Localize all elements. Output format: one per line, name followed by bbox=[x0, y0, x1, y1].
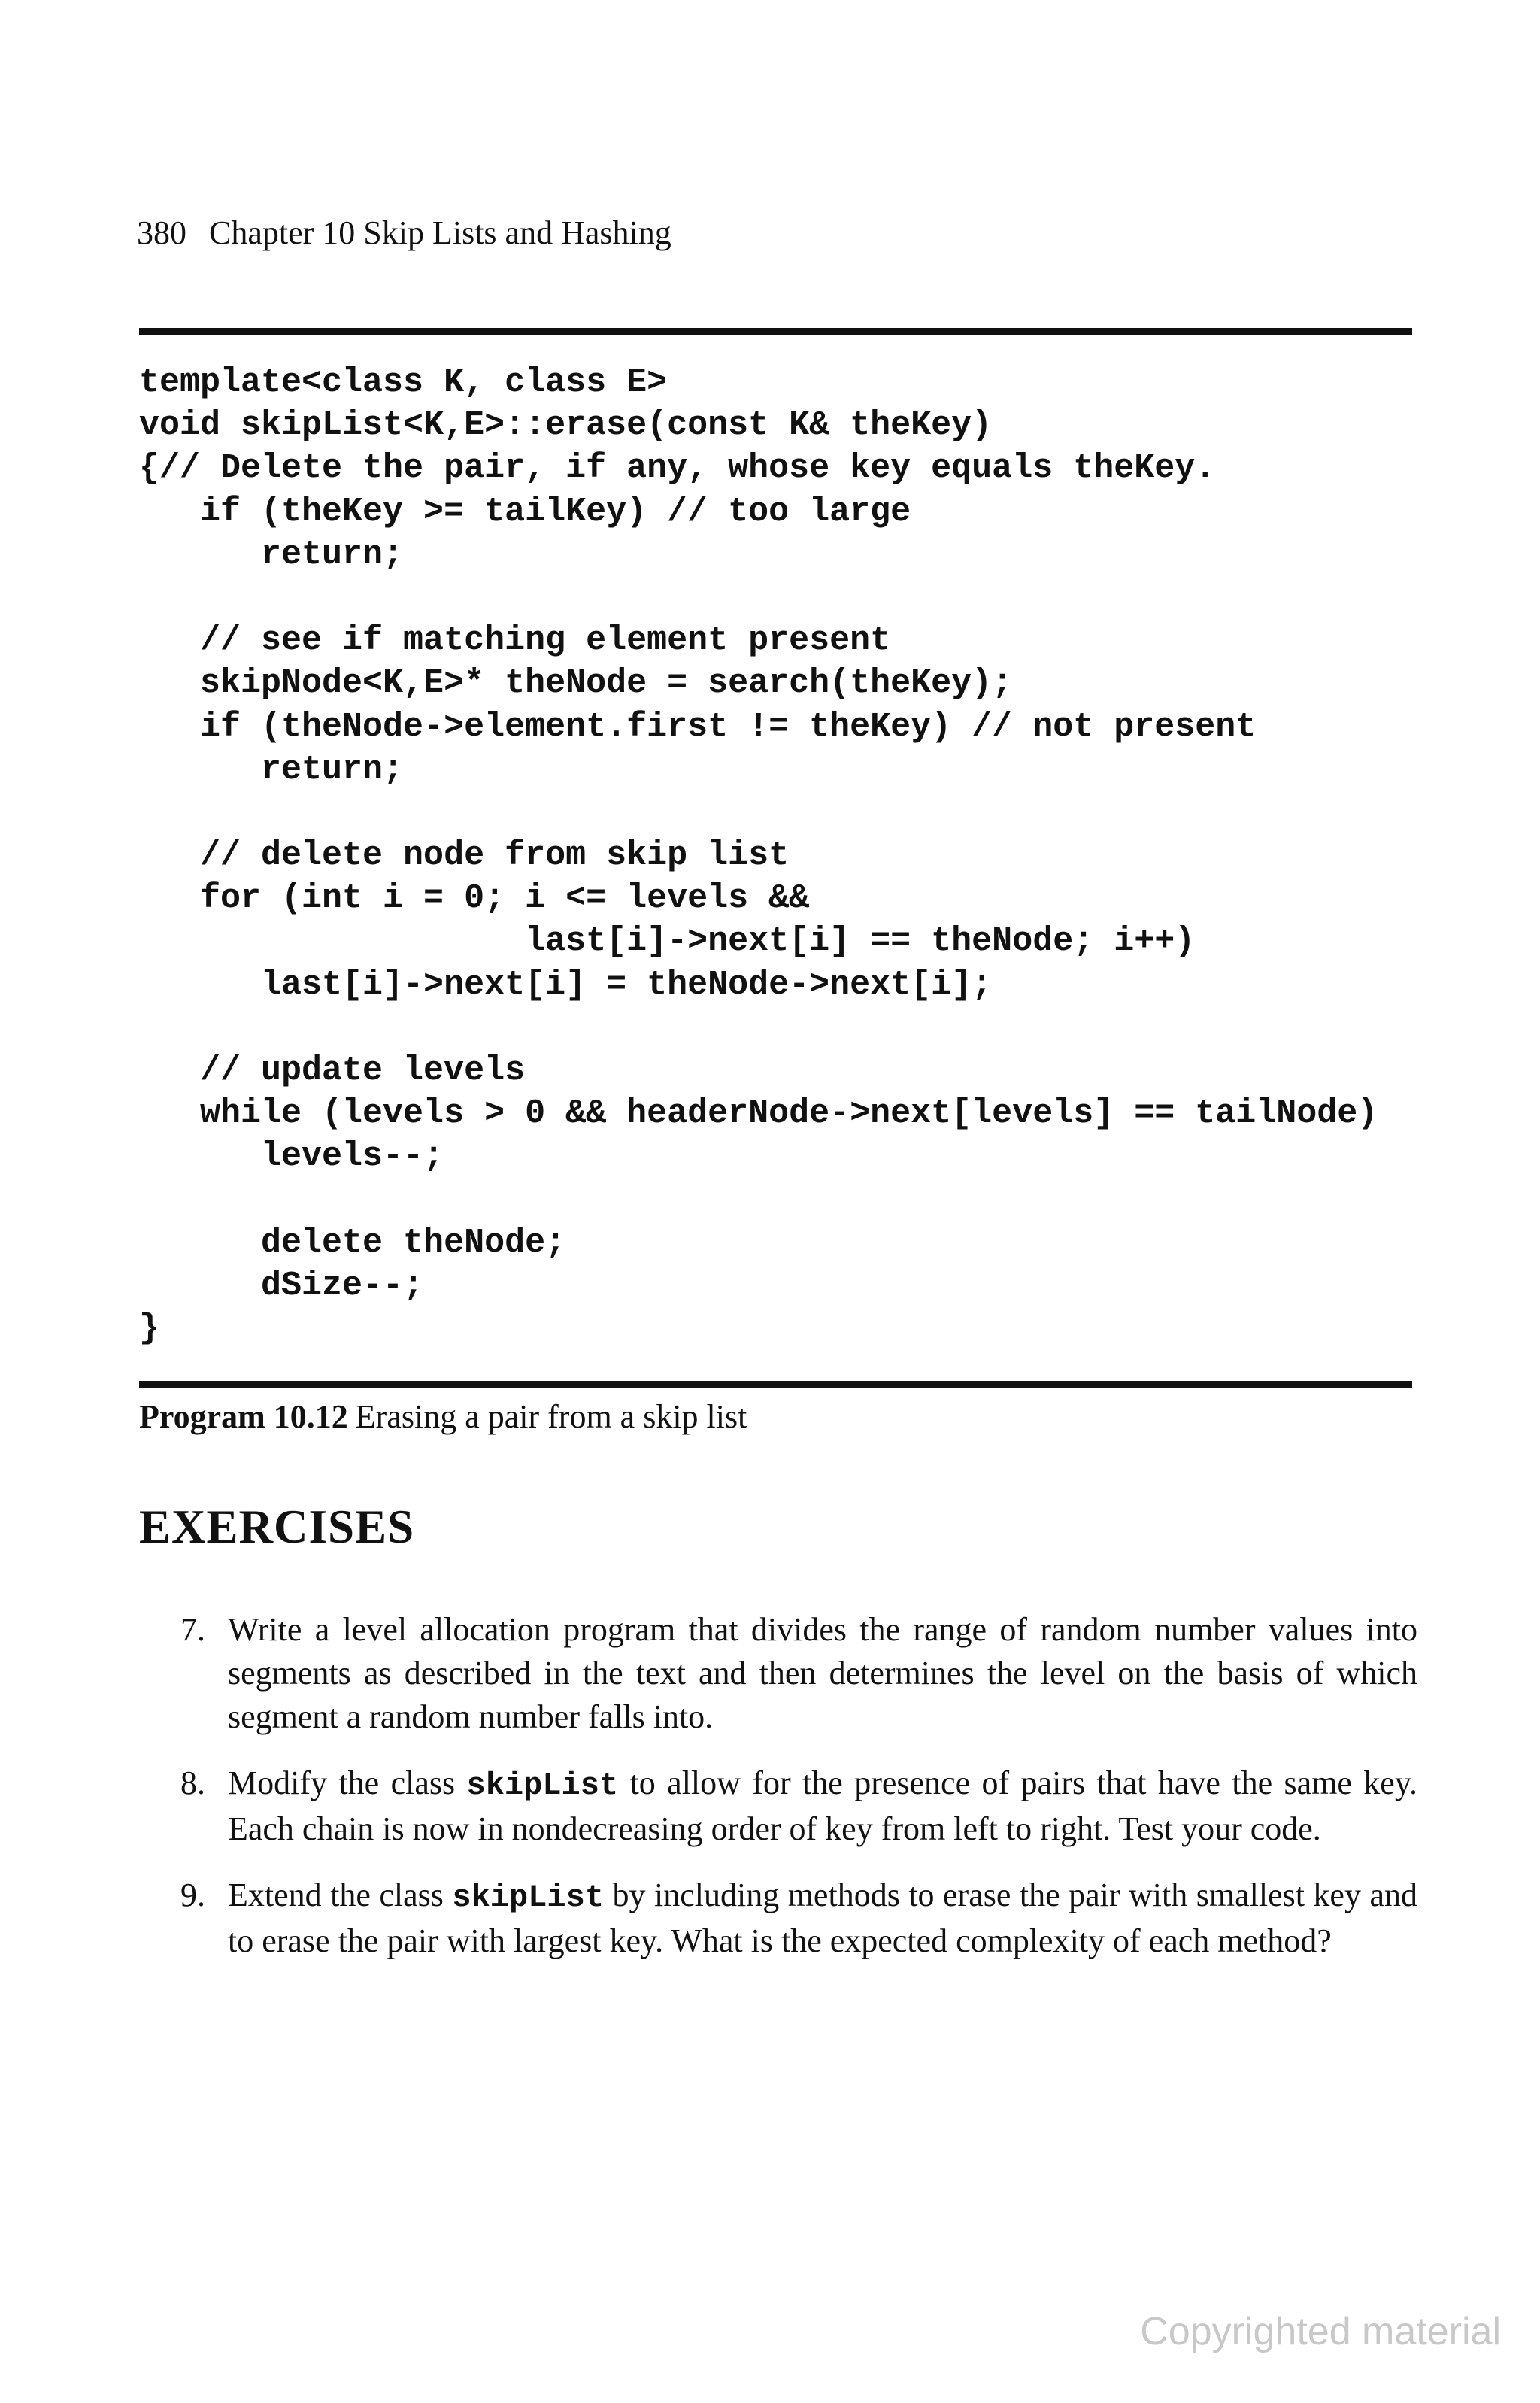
class-name-code: skipList bbox=[466, 1767, 619, 1804]
program-caption bbox=[139, 1394, 747, 1440]
bottom-rule bbox=[139, 1381, 1412, 1388]
code-line: return; bbox=[139, 750, 404, 789]
exercise-number: 9. bbox=[180, 1877, 205, 1913]
code-line: if (theNode->element.first != theKey) // not present bbox=[139, 707, 1257, 746]
code-line: delete theNode; bbox=[139, 1223, 566, 1262]
code-line: void skipList<K,E>::erase(const K& theKey) bbox=[139, 406, 993, 445]
code-line: skipNode<K,E>* theNode = search(theKey); bbox=[139, 664, 1013, 703]
code-line: // see if matching element present bbox=[139, 621, 891, 660]
exercise-text-before: Extend the class bbox=[228, 1877, 453, 1913]
exercise-7 bbox=[169, 1608, 1417, 1739]
section-title: EXERCISES bbox=[139, 1500, 415, 1553]
code-line: } bbox=[139, 1309, 160, 1349]
exercise-text-after: to allow for the presence of pairs that have the same key. Each chain is now in nondecreasing order of key from left to right. Test your code. bbox=[228, 1764, 1417, 1847]
exercise-9 bbox=[169, 1874, 1417, 1963]
code-line: levels--; bbox=[139, 1137, 444, 1176]
exercise-text: Write a level allocation program that divides the range of random number values into segments as described in the text and then determines the level on the basis of which segment a random number falls into. bbox=[228, 1611, 1417, 1735]
code-line bbox=[139, 1006, 1378, 1049]
code-line: last[i]->next[i] == theNode; i++) bbox=[139, 922, 1196, 961]
code-line bbox=[139, 576, 1378, 619]
running-title: Chapter 10 Skip Lists and Hashing bbox=[209, 214, 671, 251]
code-line bbox=[139, 791, 1378, 834]
code-line: dSize--; bbox=[139, 1266, 424, 1305]
exercise-text-after: by including methods to erase the pair with smallest key and to erase the pair with largest key. What is the expected complexity of each method? bbox=[228, 1877, 1417, 1959]
page-number: 380 bbox=[137, 214, 186, 251]
exercise-8 bbox=[169, 1761, 1417, 1851]
code-line: if (theKey >= tailKey) // too large bbox=[139, 492, 911, 531]
code-line: {// Delete the pair, if any, whose key equals theKey. bbox=[139, 449, 1216, 488]
code-line: while (levels > 0 && headerNode->next[levels] == tailNode) bbox=[139, 1094, 1378, 1133]
exercise-number: 8. bbox=[180, 1764, 205, 1801]
running-header bbox=[137, 212, 671, 254]
code-line: // update levels bbox=[139, 1051, 526, 1090]
code-listing bbox=[139, 361, 1378, 1350]
exercise-list bbox=[169, 1608, 1417, 1986]
code-line: return; bbox=[139, 535, 404, 574]
code-line: // delete node from skip list bbox=[139, 836, 790, 875]
code-line bbox=[139, 1179, 1378, 1221]
exercise-text-before: Modify the class bbox=[228, 1764, 467, 1801]
watermark: Copyrighted material bbox=[1140, 2310, 1501, 2353]
code-line: for (int i = 0; i <= levels && bbox=[139, 879, 810, 918]
code-line: template<class K, class E> bbox=[139, 363, 668, 402]
caption-text: Erasing a pair from a skip list bbox=[355, 1398, 747, 1435]
top-rule bbox=[139, 328, 1412, 335]
class-name-code: skipList bbox=[452, 1880, 605, 1916]
code-line: last[i]->next[i] = theNode->next[i]; bbox=[139, 965, 993, 1004]
caption-label: Program 10.12 bbox=[139, 1398, 348, 1435]
exercise-number: 7. bbox=[180, 1611, 205, 1648]
